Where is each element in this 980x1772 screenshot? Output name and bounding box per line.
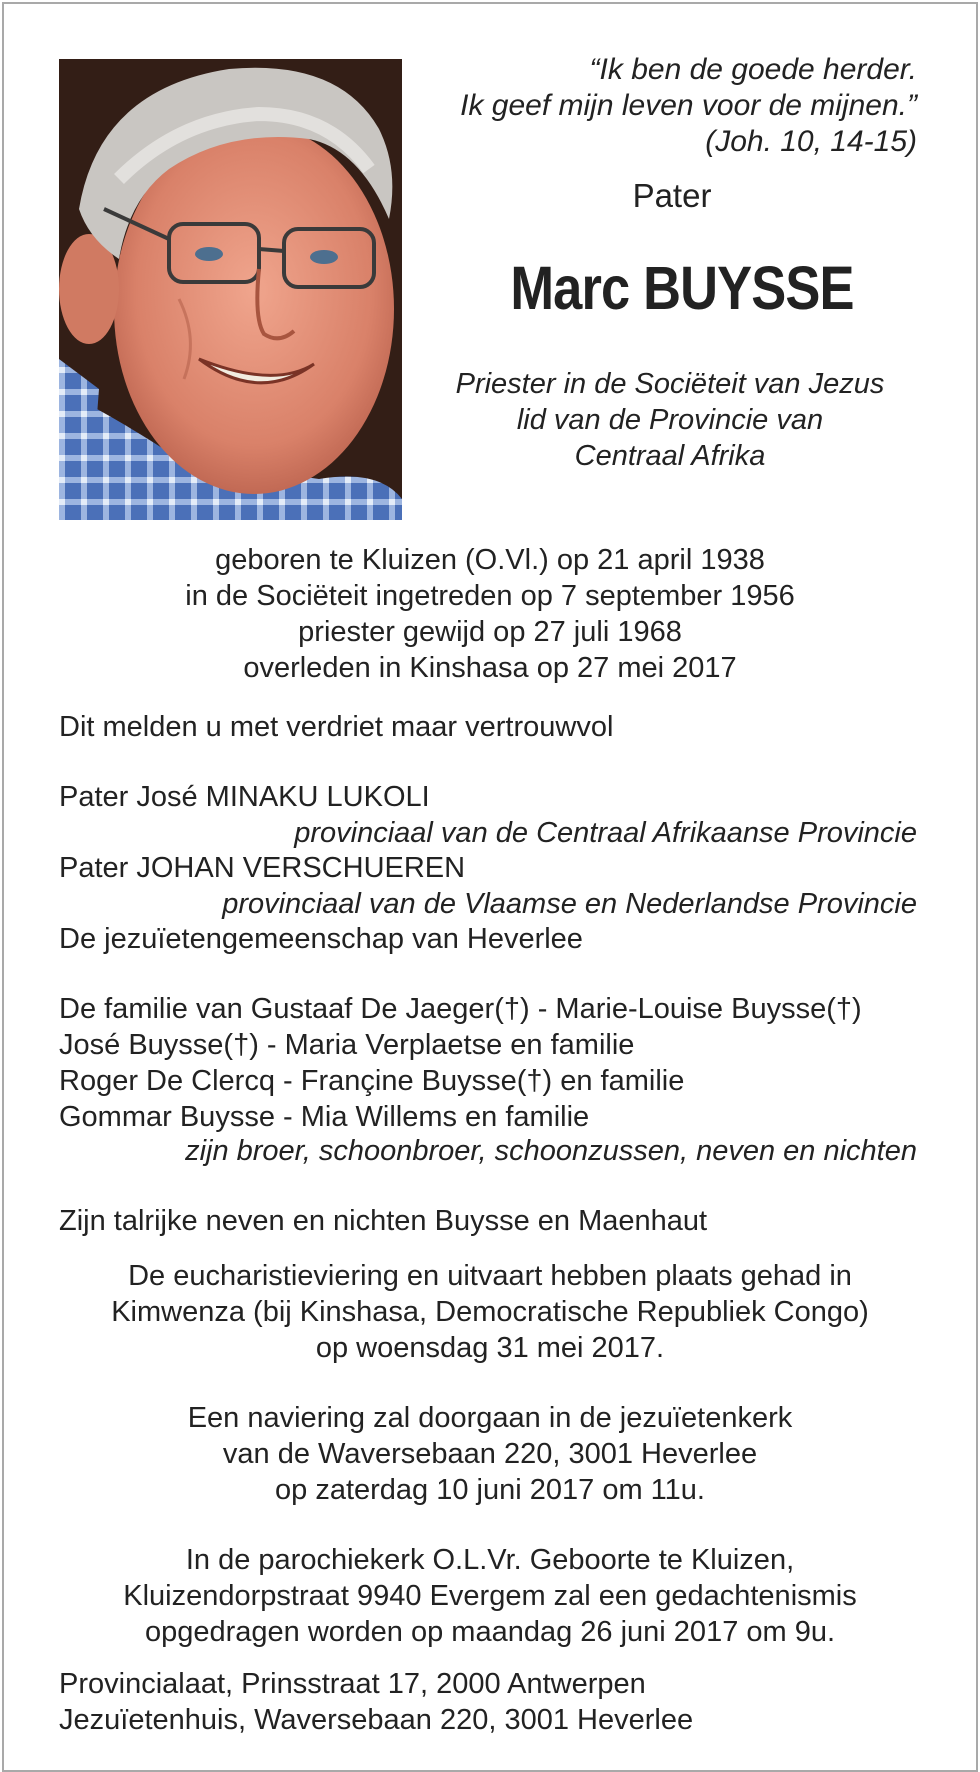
mass-line: In de parochiekerk O.L.Vr. Geboorte te Kluizen, (185, 1544, 795, 1576)
memorial-info (40, 1400, 940, 1508)
funeral-line: Kimwenza (bij Kinshasa, Democratische Republiek Congo) (111, 1296, 869, 1328)
mourner-1-role: provinciaal van de Centraal Afrikaanse Provincie (294, 817, 917, 849)
memorial-line: van de Waversebaan 220, 3001 Heverlee (222, 1438, 758, 1470)
title-pater: Pater (632, 177, 712, 214)
entry-line: in de Sociëteit ingetreden op 7 september 1956 (185, 580, 795, 612)
funeral-line: De eucharistieviering en uitvaart hebben plaats gehad in (128, 1260, 852, 1292)
life-dates (40, 542, 940, 686)
bible-quote (437, 52, 917, 160)
role-line: Priester in de Sociëteit van Jezus (455, 368, 885, 400)
mourner-2-name: Pater JOHAN VERSCHUEREN (59, 852, 466, 884)
mass-info (40, 1542, 940, 1650)
deceased-name: Marc BUYSSE (510, 254, 854, 322)
mourner-2-role: provinciaal van de Vlaamse en Nederlandse Provincie (222, 888, 917, 920)
mourner-1-name: Pater José MINAKU LUKOLI (59, 781, 430, 813)
family-line: Roger De Clercq - Françine Buysse(†) en familie (59, 1065, 685, 1097)
family-line: De familie van Gustaaf De Jaeger(†) - Marie-Louise Buysse(†) (59, 993, 862, 1025)
family-relation: zijn broer, schoonbroer, schoonzussen, neven en nichten (185, 1135, 917, 1167)
relatives-line: Zijn talrijke neven en nichten Buysse en Maenhaut (59, 1205, 708, 1237)
funeral-info (40, 1258, 940, 1366)
family-line: Gommar Buysse - Mia Willems en familie (59, 1101, 590, 1133)
address-line: Provincialaat, Prinsstraat 17, 2000 Antwerpen (59, 1668, 646, 1700)
memorial-line: Een naviering zal doorgaan in de jezuïetenkerk (187, 1402, 793, 1434)
deceased-role (430, 366, 910, 474)
role-line: lid van de Provincie van (516, 404, 824, 436)
birth-line: geboren te Kluizen (O.Vl.) op 21 april 1938 (215, 544, 765, 576)
quote-reference: (Joh. 10, 14-15) (705, 125, 917, 158)
family-line: José Buysse(†) - Maria Verplaetse en familie (59, 1029, 635, 1061)
address-line: Jezuïetenhuis, Waversebaan 220, 3001 Heverlee (59, 1704, 694, 1736)
funeral-line: op woensdag 31 mei 2017. (315, 1332, 665, 1364)
quote-line: Ik geef mijn leven voor de mijnen.” (460, 89, 917, 122)
addresses (59, 1666, 929, 1738)
death-line: overleden in Kinshasa op 27 mei 2017 (243, 652, 737, 684)
memorial-line: op zaterdag 10 juni 2017 om 11u. (275, 1474, 705, 1506)
mass-line: Kluizendorpstraat 9940 Evergem zal een gedachtenismis (123, 1580, 857, 1612)
announcement-text: Dit melden u met verdriet maar vertrouwvol (59, 711, 614, 743)
quote-line: “Ik ben de goede herder. (589, 53, 917, 86)
portrait-photo (59, 59, 402, 520)
community-line: De jezuïetengemeenschap van Heverlee (59, 923, 583, 955)
role-line: Centraal Afrika (574, 440, 766, 472)
mass-line: opgedragen worden op maandag 26 juni 2017 om 9u. (144, 1616, 836, 1648)
ordination-line: priester gewijd op 27 juli 1968 (298, 616, 682, 648)
family-list (59, 991, 929, 1135)
